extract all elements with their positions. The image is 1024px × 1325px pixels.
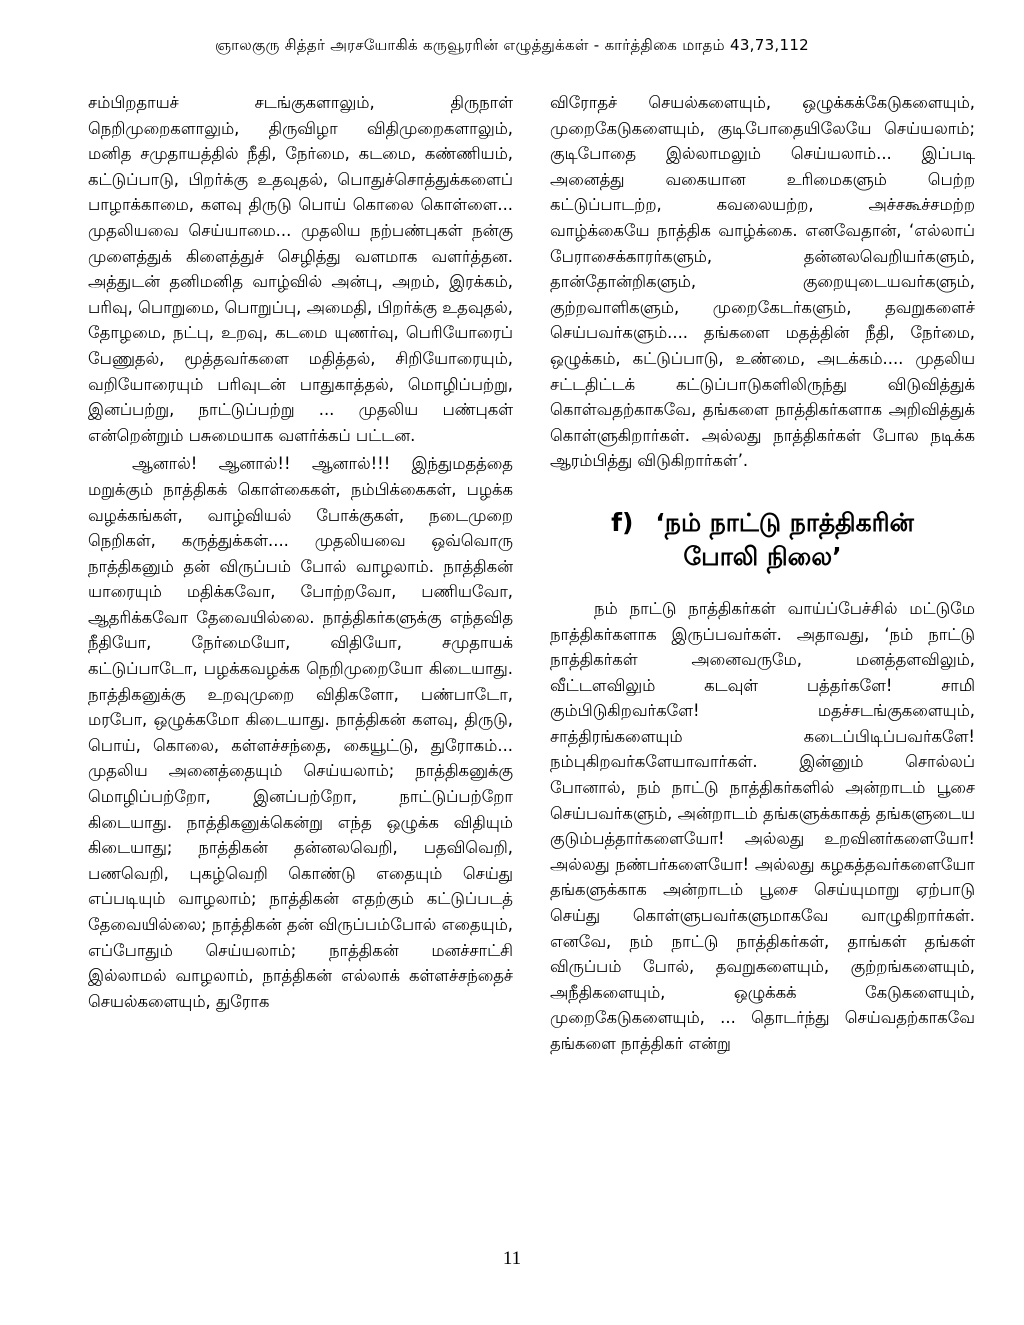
section-heading (550, 506, 975, 574)
page-number: 11 (502, 1248, 522, 1269)
body-paragraph: நம் நாட்டு நாத்திகர்கள் வாய்ப்பேச்சில் மட்டுமே நாத்திகர்களாக இருப்பவர்கள். அதாவது, ‘நம் நாட்டு நாத்திகர்கள் அனைவருமே, மனத்தளவிலும், வீட்டளவிலும் கடவுள் பத்தர்களே! சாமி கும்பிடுகிறவர்களே! மதச்சடங்குகளையும், சாத்திரங்களையும் கடைப்பிடிப்பவர்களே! நம்புகிறவர்களேயாவார்கள். இன்னும் சொல்லப் போனால், நம் நாட்டு நாத்திகர்களில் அன்றாடம் பூசை செய்பவர்களும், அன்றாடம் தங்களுக்காகத் தங்களுடைய குடும்பத்தார்களையோ! அல்லது உறவினர்களையோ! அல்லது நண்பர்களையோ! அல்லது கழகத்தவர்களையோ தங்களுக்காக அன்றாடம் பூசை செய்யுமாறு ஏற்பாடு செய்து கொள்ளுபவர்களுமாகவே வாழுகிறார்கள். எனவே, நம் நாட்டு நாத்திகர்கள், தாங்கள் தங்கள் விருப்பம் போல், தவறுகளையும், குற்றங்களையும், அநீதிகளையும், ஒழுக்கக் கேடுகளையும், முறைகேடுகளையும், ... தொடர்ந்து செய்வதற்காகவே தங்களை நாத்திகர் என்று (550, 598, 975, 1053)
section-title-line1: ‘நம் நாட்டு நாத்திகரின் (655, 507, 914, 537)
running-header: ஞாலகுரு சித்தர் அரசயோகிக் கருவூரரின் எழுத்துக்கள் - கார்த்திகை மாதம் 43,73,112 (214, 36, 810, 54)
body-paragraph: சம்பிறதாயச் சடங்குகளாலும், திருநாள் நெறிமுறைகளாலும், திருவிழா விதிமுறைகளாலும், மனித சமுதாயத்தில் நீதி, நேர்மை, கடமை, கண்ணியம், கட்டுப்பாடு, பிறர்க்கு உதவுதல், பொதுச்சொத்துக்களைப் பாழாக்காமை, களவு திருடு பொய் கொலை கொள்ளை... முதலியவை செய்யாமை... முதலிய நற்பண்புகள் நன்கு முளைத்துக் கிளைத்துச் செழித்து வளமாக வளர்த்தன. அத்துடன் தனிமனித வாழ்வில் அன்பு, அறம், இரக்கம், பரிவு, பொறுமை, பொறுப்பு, அமைதி, பிறர்க்கு உதவுதல், தோழமை, நட்பு, உறவு, கடமை யுணர்வு, பெரியோரைப் பேணுதல், மூத்தவர்களை மதித்தல், சிறியோரையும், வறியோரையும் பரிவுடன் பாதுகாத்தல், மொழிப்பற்று, இனப்பற்று, நாட்டுப்பற்று ... முதலிய பண்புகள் என்றென்றும் பசுமையாக வளர்க்கப் பட்டன. (88, 93, 513, 445)
body-paragraph: ஆனால்! ஆனால்!! ஆனால்!!! இந்துமதத்தை மறுக்கும் நாத்திகக் கொள்கைகள், நம்பிக்கைகள், பழக்க வழக்கங்கள், வாழ்வியல் போக்குகள், நடைமுறை நெறிகள், கருத்துக்கள்.... முதலியவை ஒவ்வொரு நாத்திகனும் தன் விருப்பம் போல் வாழலாம். நாத்திகன் யாரையும் மதிக்கவோ, போற்றவோ, பணியவோ, ஆதரிக்கவோ தேவையில்லை. நாத்திகர்களுக்கு எந்தவித நீதியோ, நேர்மையோ, விதியோ, சமுதாயக் கட்டுப்பாடோ, பழக்கவழக்க நெறிமுறையோ கிடையாது. நாத்திகனுக்கு உறவுமுறை விதிகளோ, பண்பாடோ, மரபோ, ஒழுக்கமோ கிடையாது. நாத்திகன் களவு, திருடு, பொய், கொலை, கள்ளச்சந்தை, கையூட்டு, துரோகம்... முதலிய அனைத்தையும் செய்யலாம்; நாத்திகனுக்கு மொழிப்பற்றோ, இனப்பற்றோ, நாட்டுப்பற்றோ கிடையாது. நாத்திகனுக்கென்று எந்த ஒழுக்க விதியும் கிடையாது; நாத்திகன் தன்னலவெறி, பதவிவெறி, பணவெறி, புகழ்வெறி கொண்டு எதையும் செய்து எப்படியும் வாழலாம்; நாத்திகன் எதற்கும் கட்டுப்படத் தேவையில்லை; நாத்திகன் தன் விருப்பம்போல் எதையும், எப்போதும் செய்யலாம்; நாத்திகன் மனச்சாட்சி இல்லாமல் வாழலாம், நாத்திகன் எல்லாக் கள்ளச்சந்தைச் செயல்களையும், துரோக (88, 454, 513, 1011)
right-column (550, 90, 975, 1057)
section-title-line2: போலி நிலை’ (683, 541, 842, 571)
left-column (88, 90, 513, 1014)
section-marker: f) (611, 507, 634, 537)
section-heading-line (550, 506, 975, 540)
body-paragraph: விரோதச் செயல்களையும், ஒழுக்கக்கேடுகளையும், முறைகேடுகளையும், குடிபோதையிலேயே செய்யலாம்; குடிபோதை இல்லாமலும் செய்யலாம்... இப்படி அனைத்து வகையான உரிமைகளும் பெற்ற கட்டுப்பாடற்ற, கவலையற்ற, அச்சகூச்சமற்ற வாழ்க்கையே நாத்திக வாழ்க்கை. எனவேதான், ‘எல்லாப் பேராசைக்காரர்களும், தன்னலவெறியர்களும், தான்தோன்றிகளும், குறையுடையவர்களும், குற்றவாளிகளும், முறைகேடர்களும், தவறுகளைச் செய்பவர்களும்.... தங்களை மதத்தின் நீதி, நேர்மை, ஒழுக்கம், கட்டுப்பாடு, உண்மை, அடக்கம்.... முதலிய சட்டதிட்டக் கட்டுப்பாடுகளிலிருந்து விடுவித்துக் கொள்வதற்காகவே, தங்களை நாத்திகர்களாக அறிவித்துக் கொள்ளுகிறார்கள். அல்லது நாத்திகர்கள் போல நடிக்க ஆரம்பித்து விடுகிறார்கள்’. (550, 93, 975, 471)
